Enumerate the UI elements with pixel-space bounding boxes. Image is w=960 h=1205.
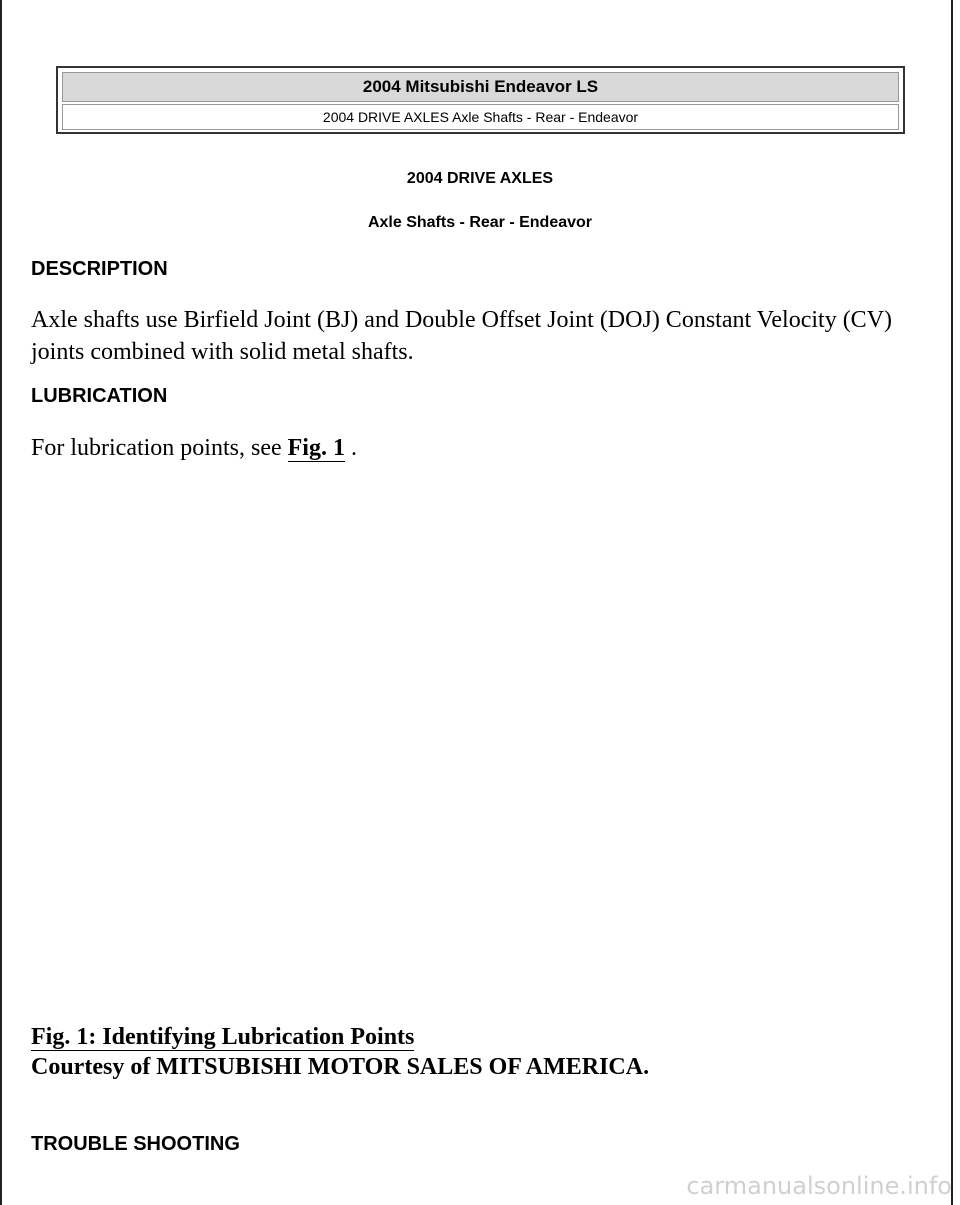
header-title-row (62, 72, 899, 102)
lubrication-text (31, 432, 911, 464)
lubrication-text-before: For lubrication points, see (31, 435, 288, 461)
lubrication-text-after: . (344, 435, 357, 461)
figure-1-image-area (31, 472, 911, 1022)
header-title: 2004 Mitsubishi Endeavor LS (362, 77, 599, 96)
description-text: Axle shafts use Birfield Joint (BJ) and Double Offset Joint (DOJ) Constant Velocity (CV) joints combined with solid metal shafts. (31, 307, 893, 365)
trouble-shooting-heading: TROUBLE SHOOTING (31, 1133, 240, 1155)
figure-1-courtesy: Courtesy of MITSUBISHI MOTOR SALES OF AMERICA. (31, 1054, 650, 1080)
lubrication-heading: LUBRICATION (31, 385, 168, 407)
header-subtitle-row (62, 104, 899, 130)
description-heading: DESCRIPTION (31, 258, 168, 280)
header-subtitle: 2004 DRIVE AXLES Axle Shafts - Rear - Endeavor (322, 109, 639, 125)
figure-1-caption-title: Fig. 1: Identifying Lubrication Points (31, 1024, 415, 1050)
doc-sub-title: Axle Shafts - Rear - Endeavor (367, 214, 593, 231)
document-header (56, 66, 905, 134)
doc-main-title: 2004 DRIVE AXLES (406, 170, 554, 187)
watermark-text: carmanualsonline.info (686, 1172, 952, 1200)
fig-1-link[interactable]: Fig. 1 (287, 435, 345, 461)
figure-1-caption (31, 1022, 649, 1082)
